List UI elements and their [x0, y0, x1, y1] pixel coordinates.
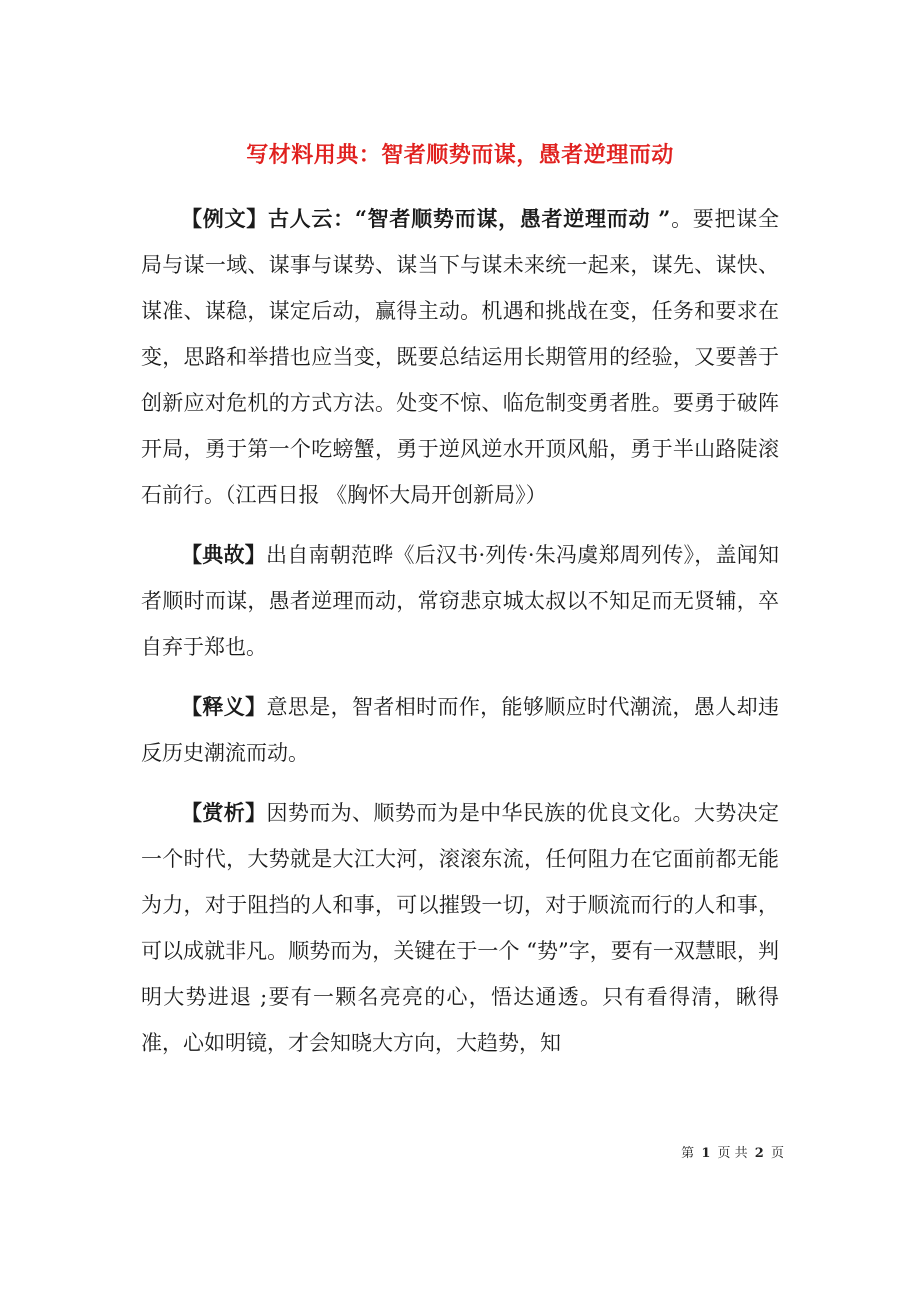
example-lead: 古人云：: [267, 206, 355, 231]
paragraph-example: [141, 196, 779, 518]
meaning-text: 意思是，智者相时而作，能够顺应时代潮流，愚人却违反历史潮流而动。: [141, 695, 780, 765]
paragraph-analysis: [141, 790, 779, 1066]
paragraph-meaning: [141, 684, 779, 776]
example-quote: “智者顺势而谋，愚者逆理而动 ”: [354, 206, 671, 231]
page-label-prefix: 第: [681, 1146, 695, 1161]
analysis-tag: 【赏析】: [181, 800, 267, 825]
analysis-text: 因势而为、顺势而为是中华民族的优良文化。大势决定一个时代，大势就是大江大河，滚滚东流，任何阻力在它面前都无能为力，对于阻挡的人和事，可以摧毁一切，对于顺流而行的人和事，可以成就非凡。顺势而为，关键在于一个 “势”字，要有一双慧眼，判明大势进退 ;要有一颗名亮亮的心，悟达通透。只有看得清，瞅得准，心如明镜，才会知晓大方向，大趋势，知: [141, 801, 780, 1055]
example-tag: 【例文】: [181, 206, 268, 231]
document-title: 写材料用典：智者顺势而谋，愚者逆理而动: [246, 142, 674, 168]
current-page-number: 1: [701, 1146, 711, 1161]
page-label-suffix: 页: [770, 1146, 784, 1161]
page-footer: [0, 1142, 784, 1161]
example-text: 。要把谋全局与谋一域、谋事与谋势、谋当下与谋未来统一起来，谋先、谋快、谋准、谋稳，谋定后动，赢得主动。机遇和挑战在变，任务和要求在变，思路和举措也应当变，既要总结运用长期管用的经验，又要善于创新应对危机的方式方法。处变不惊、临危制变勇者胜。要勇于破阵开局，勇于第一个吃螃蟹，勇于逆风逆水开顶风船，勇于半山路陡滚石前行。（江西日报 《胸怀大局开创新局》）: [141, 207, 780, 507]
allusion-text: 出自南朝范晔《后汉书·列传·朱冯虞郑周列传》，盖闻知者顺时而谋，愚者逆理而动，常窃悲京城太叔以不知足而无贤辅，卒自弃于郑也。: [141, 543, 780, 659]
meaning-tag: 【释义】: [181, 694, 267, 719]
document-body: [141, 196, 779, 1080]
paragraph-allusion: [141, 532, 779, 670]
allusion-tag: 【典故】: [181, 542, 266, 567]
page-label-mid: 页 共: [717, 1146, 748, 1161]
total-pages-number: 2: [754, 1146, 764, 1161]
